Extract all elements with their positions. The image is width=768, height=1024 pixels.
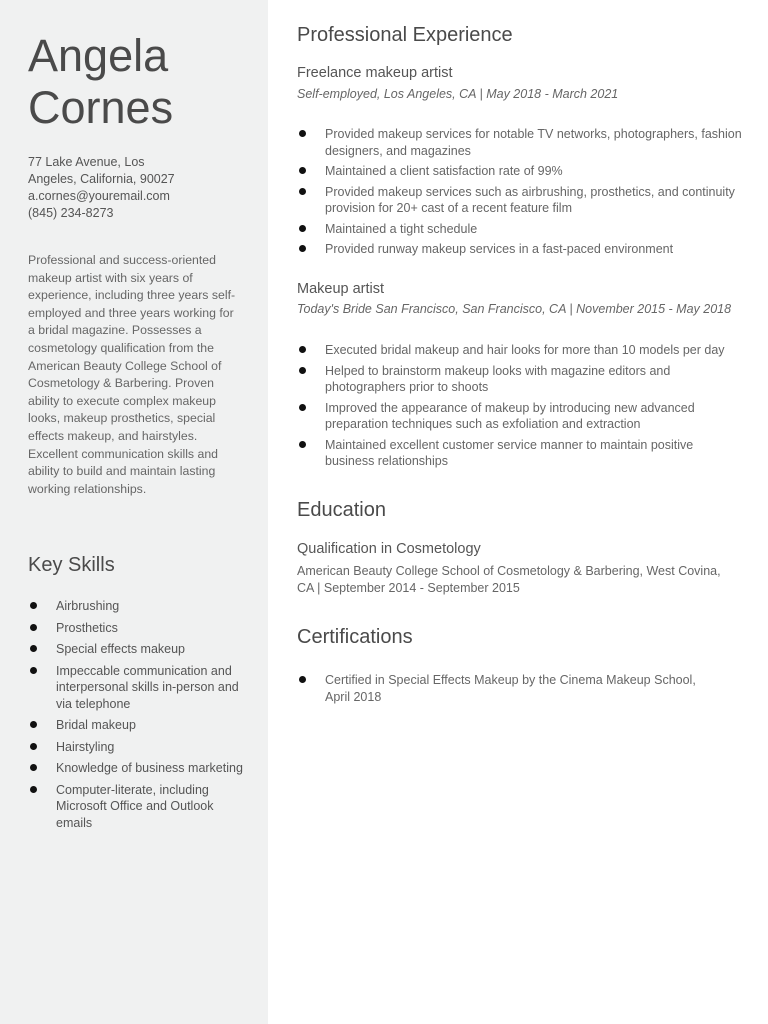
school-info: American Beauty College School of Cosmetology & Barbering, West Covina, CA | September 2014 - September 2015 bbox=[297, 564, 721, 595]
list-item bbox=[297, 163, 742, 180]
bullet-icon bbox=[30, 743, 37, 750]
bullet-icon bbox=[30, 786, 37, 793]
skill-text: Computer-literate, including Microsoft Office and Outlook emails bbox=[56, 782, 214, 830]
degree-title: Qualification in Cosmetology bbox=[297, 541, 481, 557]
address-line-2: Angeles, California, 90027 bbox=[28, 172, 175, 186]
list-item bbox=[297, 342, 742, 359]
bullet-icon bbox=[299, 245, 306, 252]
bullet-icon bbox=[299, 130, 306, 137]
list-item bbox=[297, 241, 742, 258]
job-bullets bbox=[297, 342, 742, 474]
job-bullets bbox=[297, 126, 742, 262]
job-subtitle: Self-employed, Los Angeles, CA | May 2018 - March 2021 bbox=[297, 87, 619, 101]
address-line-1: 77 Lake Avenue, Los bbox=[28, 155, 145, 169]
contact-info bbox=[28, 154, 253, 222]
bullet-text: Maintained a tight schedule bbox=[325, 221, 478, 236]
bullet-icon bbox=[30, 667, 37, 674]
bullet-text: Improved the appearance of makeup by introducing new advanced preparation techniques such as exfoliation and extraction bbox=[325, 400, 695, 431]
certifications-list bbox=[297, 672, 697, 709]
bullet-icon bbox=[299, 441, 306, 448]
certification-text: Certified in Special Effects Makeup by the Cinema Makeup School, April 2018 bbox=[325, 673, 696, 704]
profile-summary: Professional and success-oriented makeup artist with six years of experience, including three years self-employed and three years working for a bridal magazine. Possesses a cosmetology qualification from the American Beauty College School of Cosmetology & Barbering. Proven ability to execute complex makeup looks, makeup prosthetics, special effects makeup, and hairstyles. Excellent communication skills and ability to build and maintain lasting working relationships. bbox=[28, 253, 236, 496]
skill-item bbox=[28, 739, 243, 756]
skill-item bbox=[28, 641, 243, 658]
skill-text: Knowledge of business marketing bbox=[56, 761, 243, 775]
certifications-heading: Certifications bbox=[297, 626, 413, 648]
bullet-text: Executed bridal makeup and hair looks for more than 10 models per day bbox=[325, 343, 725, 357]
bullet-icon bbox=[30, 764, 37, 771]
bullet-text: Provided makeup services such as airbrushing, prosthetics, and continuity provision for 20+ cast of a recent feature film bbox=[325, 184, 735, 215]
list-item bbox=[297, 221, 742, 238]
phone: (845) 234-8273 bbox=[28, 206, 114, 220]
job-title: Freelance makeup artist bbox=[297, 65, 453, 81]
skill-item bbox=[28, 782, 243, 832]
bullet-icon bbox=[299, 346, 306, 353]
education-heading: Education bbox=[297, 499, 386, 521]
list-item bbox=[297, 672, 697, 705]
bullet-icon bbox=[299, 188, 306, 195]
last-name: Cornes bbox=[28, 82, 174, 133]
candidate-name bbox=[28, 30, 173, 134]
skill-text: Impeccable communication and interpersonal skills in-person and via telephone bbox=[56, 663, 239, 711]
skill-text: Bridal makeup bbox=[56, 718, 136, 732]
skill-text: Special effects makeup bbox=[56, 642, 186, 656]
skill-item bbox=[28, 717, 243, 734]
skill-text: Airbrushing bbox=[56, 599, 120, 613]
list-item bbox=[297, 363, 742, 396]
bullet-icon bbox=[299, 404, 306, 411]
skill-text: Prosthetics bbox=[56, 620, 118, 635]
bullet-icon bbox=[30, 624, 37, 631]
bullet-icon bbox=[299, 367, 306, 374]
bullet-icon bbox=[30, 721, 37, 728]
bullet-icon bbox=[299, 167, 306, 174]
skill-item bbox=[28, 663, 243, 713]
bullet-icon bbox=[30, 645, 37, 652]
email[interactable]: a.cornes@youremail.com bbox=[28, 189, 170, 203]
bullet-text: Provided makeup services for notable TV networks, photographers, fashion designers, and magazines bbox=[325, 127, 742, 158]
bullet-text: Maintained excellent customer service manner to maintain positive business relationships bbox=[325, 437, 694, 468]
bullet-icon bbox=[299, 225, 306, 232]
skill-item bbox=[28, 598, 243, 615]
experience-heading: Professional Experience bbox=[297, 24, 513, 46]
list-item bbox=[297, 184, 742, 217]
skills-list bbox=[28, 598, 243, 836]
first-name: Angela bbox=[28, 30, 169, 81]
bullet-icon bbox=[299, 676, 306, 683]
list-item bbox=[297, 437, 742, 470]
job-title: Makeup artist bbox=[297, 281, 385, 297]
skills-heading: Key Skills bbox=[28, 554, 115, 576]
bullet-text: Provided runway makeup services in a fast-paced environment bbox=[325, 242, 674, 256]
skill-item bbox=[28, 760, 243, 777]
sidebar bbox=[0, 0, 268, 1024]
skill-item bbox=[28, 620, 243, 637]
list-item bbox=[297, 400, 742, 433]
job-subtitle: Today's Bride San Francisco, San Francisco, CA | November 2015 - May 2018 bbox=[297, 302, 732, 316]
bullet-icon bbox=[30, 602, 37, 609]
skill-text: Hairstyling bbox=[56, 739, 115, 754]
list-item bbox=[297, 126, 742, 159]
bullet-text: Maintained a client satisfaction rate of 99% bbox=[325, 164, 563, 178]
bullet-text: Helped to brainstorm makeup looks with magazine editors and photographers prior to shoots bbox=[325, 363, 671, 394]
